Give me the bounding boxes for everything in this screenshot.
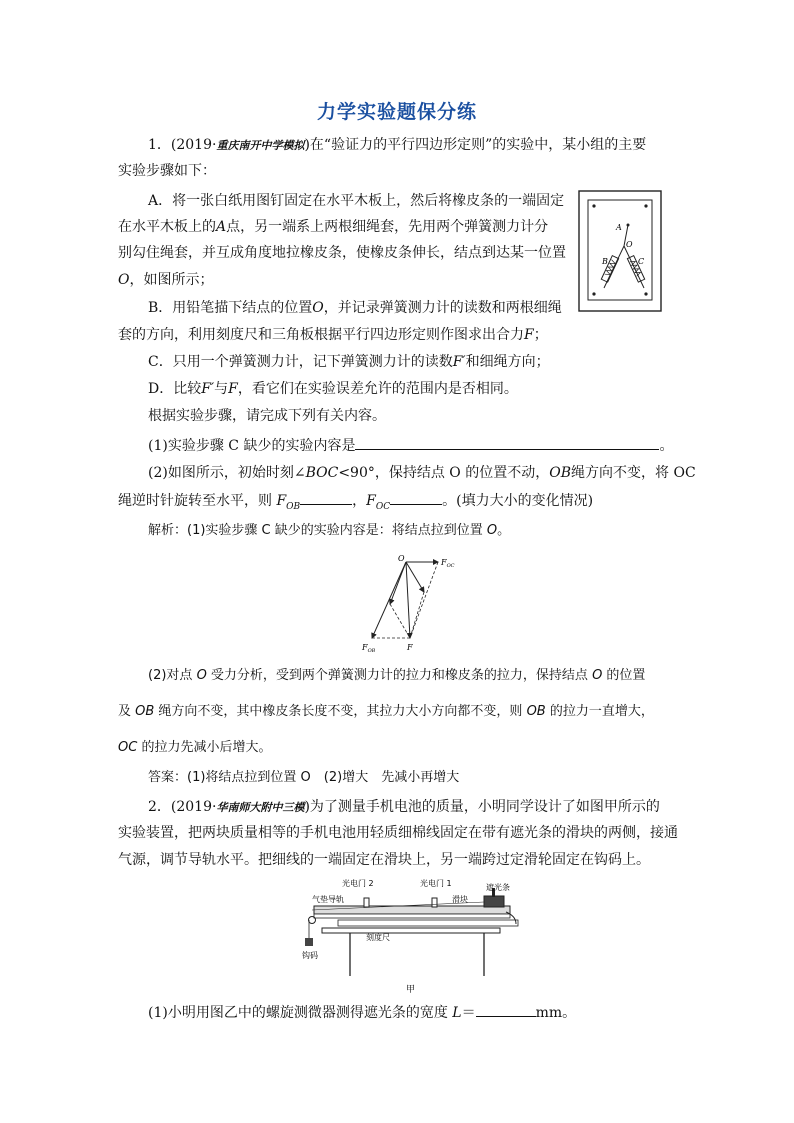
answer-blank-1[interactable]	[355, 436, 659, 450]
q2-source: 华南师大附中三模	[216, 801, 305, 814]
label-strip: 遮光条	[486, 883, 510, 892]
label-o: O	[626, 240, 633, 249]
label-gate1: 光电门 1	[420, 879, 452, 888]
q2-part1: (1)小明用图乙中的螺旋测微器测得遮光条的宽度 L＝ mm。	[148, 1005, 577, 1021]
label-track: 气垫导轨	[312, 895, 344, 904]
q2-line-2: 实验装置，把两块质量相等的手机电池用轻质细棉线固定在带有遮光条的滑块的两侧，接通	[118, 825, 678, 841]
answer-blank-fob[interactable]	[300, 491, 352, 505]
step-a-line-1: A．将一张白纸用图钉固定在水平木板上，然后将橡皮条的一端固定	[148, 193, 565, 209]
q1-part2-line-1: (2)如图所示，初始时刻∠BOC<90°，保持结点 O 的位置不动，OB绳方向不变，将 OC	[148, 465, 696, 481]
q1-intro-line-2: 实验步骤如下：	[118, 163, 216, 179]
label-fob: $F_{OB}$	[362, 643, 376, 654]
experiment-board-figure	[578, 190, 662, 312]
q1-intro: )在“验证力的平行四边形定则”的实验中，某小组的主要	[304, 137, 647, 153]
step-c-line: C．只用一个弹簧测力计，记下弹簧测力计的读数F′和细绳方向；	[148, 354, 550, 370]
step-b-line-1: B．用铅笔描下结点的位置O，并记录弹簧测力计的读数和两根细绳	[148, 300, 562, 316]
label-b: B	[602, 257, 608, 266]
step-a-line-3: 别勾住绳套，并互成角度地拉橡皮条，使橡皮条伸长，结点到达某一位置	[118, 245, 566, 261]
step-a-line-2: 在水平木板上的A点，另一端系上两根细绳套，先用两个弹簧测力计分	[118, 219, 549, 235]
q1-part2-line-2: 绳逆时针旋转至水平，则 $F_{OB}$ ，$F_{OC}$ 。(填力大小的变化情况)	[118, 493, 594, 512]
label-a: A	[616, 223, 622, 232]
label-o: O	[398, 554, 405, 563]
answer-line: 答案：(1)将结点拉到位置 O (2)增大 先减小再增大	[148, 770, 460, 785]
answer-blank-width[interactable]	[476, 1003, 536, 1017]
q1-intro-line	[148, 136, 646, 155]
q2-line-3: 气源，调节导轨水平。把细线的一端固定在滑块上，另一端跨过定滑轮固定在钩码上。	[118, 852, 650, 868]
figure-caption: 甲	[406, 985, 416, 995]
page-title: 力学实验题保分练	[316, 101, 477, 123]
air-track-apparatus-figure	[302, 876, 520, 996]
force-diagram-figure	[360, 552, 470, 654]
step-a-line-4: O，如图所示；	[118, 272, 214, 288]
solution-line-3: 及 OB 绳方向不变，其中橡皮条长度不变，其拉力大小方向都不变，则 OB 的拉力一直增大，	[118, 704, 654, 719]
q1-source: 重庆南开中学模拟	[216, 139, 305, 152]
solution-line-1: 解析：(1)实验步骤 C 缺少的实验内容是：将结点拉到位置 O。	[148, 523, 511, 538]
instruction-line: 根据实验步骤，请完成下列有关内容。	[148, 408, 386, 424]
label-weight: 钩码	[302, 951, 318, 960]
solution-line-2: (2)对点 O 受力分析，受到两个弹簧测力计的拉力和橡皮条的拉力，保持结点 O 的位置	[148, 668, 646, 683]
q1-part1: (1)实验步骤 C 缺少的实验内容是 。	[148, 438, 674, 454]
step-d-line: D．比较F′与F，看它们在实验误差允许的范围内是否相同。	[148, 381, 518, 397]
q2-line-1: 2．(2019·华南师大附中三模)为了测量手机电池的质量，小明同学设计了如图甲所示的	[148, 799, 660, 815]
answer-blank-foc[interactable]	[390, 491, 442, 505]
label-foc: $F_{OC}$	[441, 558, 455, 569]
solution-line-4: OC 的拉力先减小后增大。	[118, 740, 272, 755]
step-b-line-2: 套的方向，利用刻度尺和三角板根据平行四边形定则作图求出合力F；	[118, 327, 548, 343]
q1-number: 1．(2019·	[148, 137, 217, 153]
label-gate2: 光电门 2	[342, 879, 374, 888]
label-f: F	[407, 643, 413, 652]
label-c: C	[638, 257, 645, 266]
label-slider: 滑块	[452, 895, 468, 904]
label-ruler: 刻度尺	[366, 933, 390, 942]
